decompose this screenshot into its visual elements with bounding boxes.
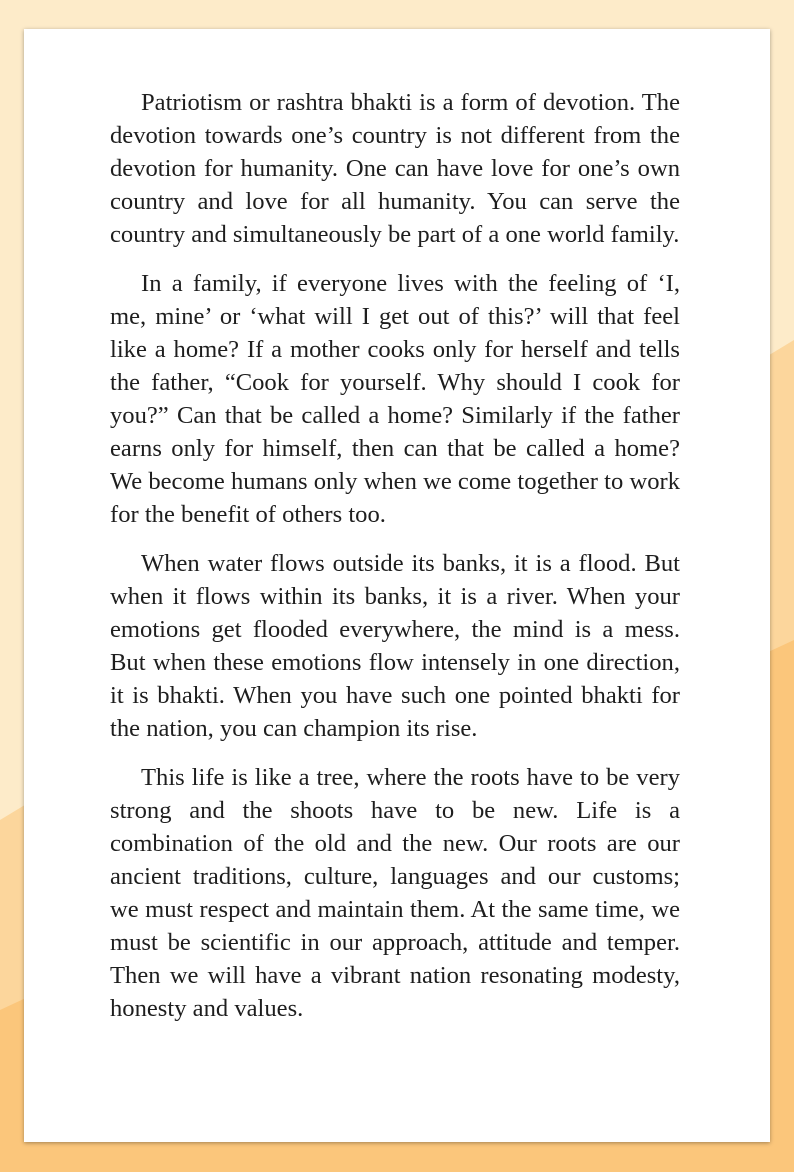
paragraph-tree: This life is like a tree, where the roots have to be very strong and the shoots have to be new. Life is a combination of the old and the new. Our roots are our ancient traditions, culture, languages and our customs; we must respect and maintain them. At the same time, we must be scientific in our approach, attitude and temper. Then we will have a vibrant nation resonating modesty, honesty and values.: [110, 764, 680, 1022]
document-page: [24, 29, 770, 1142]
paragraph-river: When water flows outside its banks, it is a flood. But when it flows within its banks, it is a river. When your emotions get flooded everywhere, the mind is a mess. But when these emotions flow intensely in one direction, it is bhakti. When you have such one pointed bhakti for the nation, you can champion its rise.: [110, 550, 680, 742]
paragraph-patriotism: Patriotism or rashtra bhakti is a form of devotion. The devotion towards one’s country is not different from the devotion for humanity. One can have love for one’s own country and love for all humanity. You can serve the country and simultaneously be part of a one world family.: [110, 89, 680, 248]
paragraph-family: In a family, if everyone lives with the feeling of ‘I, me, mine’ or ‘what will I get out of this?’ will that feel like a home? If a mother cooks only for herself and tells the father, “Cook for yourself. Why should I cook for you?” Can that be called a home? Similarly if the father earns only for himself, then can that be called a home? We become humans only when we come together to work for the benefit of others too.: [110, 270, 680, 528]
